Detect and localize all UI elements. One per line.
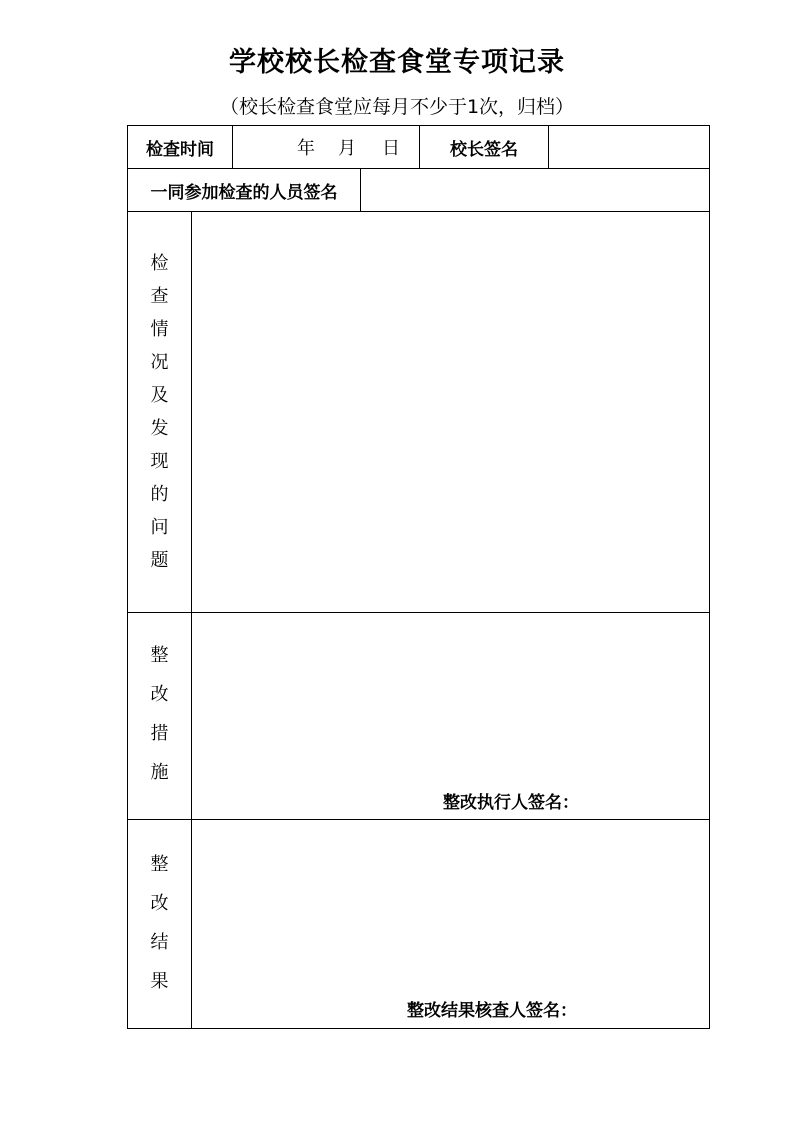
label-char: 问 [150,516,169,538]
label-char: 果 [150,971,169,992]
label-char: 改 [150,684,169,705]
record-table [127,125,710,1029]
time-label: 检查时间 [128,126,233,168]
label-char: 整 [150,645,169,666]
label-char: 现 [150,450,169,472]
label-char: 整 [150,854,169,875]
row-rectification-result [128,820,709,1028]
principal-signature-field[interactable] [549,126,709,168]
page-title: 学校校长检查食堂专项记录 [229,47,565,78]
executor-signature-label: 整改执行人签名： [443,793,579,813]
participants-signature-field[interactable] [361,169,709,211]
row-rectification-measures [128,613,709,820]
verifier-signature-label: 整改结果核查人签名： [407,1001,577,1021]
participants-label: 一同参加检查的人员签名 [128,169,361,211]
label-char: 题 [150,549,169,571]
date-day-label: 日 [382,138,400,159]
label-char: 措 [150,723,169,744]
label-char: 查 [150,285,169,307]
principal-signature-label: 校长签名 [420,126,549,168]
row-time-signature [128,126,709,169]
label-char: 改 [150,893,169,914]
rectification-measures-label [128,613,192,819]
page-subtitle: （校长检查食堂应每月不少于1次，归档） [219,96,575,118]
date-year-label: 年 [297,138,315,159]
date-field[interactable] [233,126,420,168]
inspection-findings-label [128,212,192,612]
label-char: 发 [150,417,169,439]
label-char: 结 [150,932,169,953]
label-char: 情 [150,318,169,340]
label-char: 况 [150,351,169,373]
label-char: 施 [150,762,169,783]
label-char: 的 [150,483,169,505]
inspection-findings-field[interactable] [192,212,709,612]
row-inspection-findings [128,212,709,613]
label-char: 检 [150,252,169,274]
label-char: 及 [150,384,169,406]
rectification-result-label [128,820,192,1028]
row-participants [128,169,709,212]
date-month-label: 月 [338,138,356,159]
